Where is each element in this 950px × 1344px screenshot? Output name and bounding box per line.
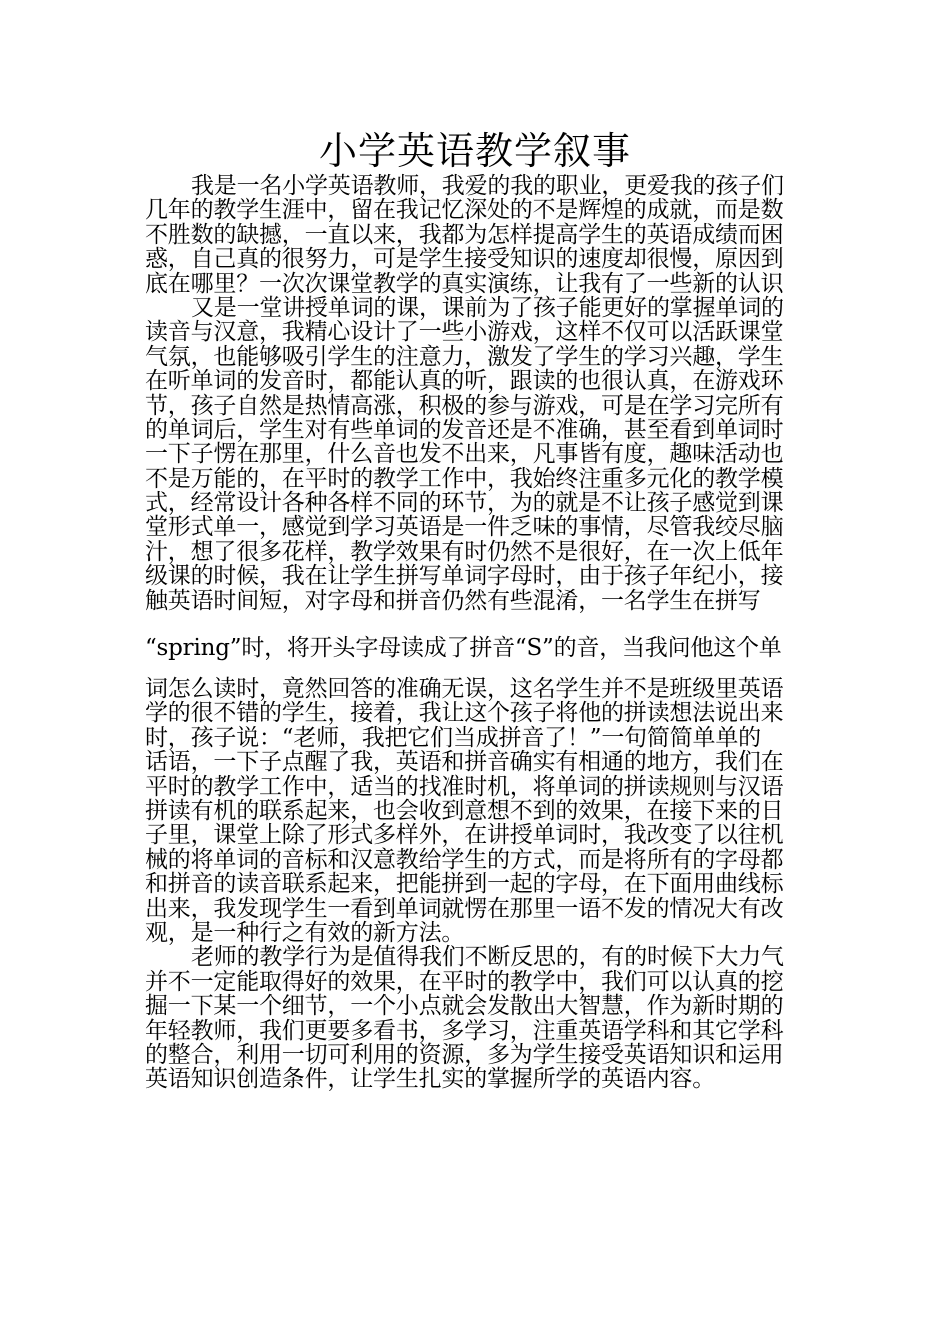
text-line: 的整合，利用一切可利用的资源，多为学生接受英语知识和运用 [145, 1041, 784, 1068]
text-line: 观，是一种行之有效的新方法。 [145, 919, 465, 946]
text-line: 学的很不错的学生，接着，我让这个孩子将他的拼读想法说出来 [145, 700, 784, 727]
text-line: 触英语时间短，对字母和拼音仍然有些混淆，一名学生在拼写 [145, 587, 761, 614]
text-line: 老师的教学行为是值得我们不断反思的，有的时候下大力气 [191, 944, 784, 971]
text-line: 年轻教师，我们更要多看书，多学习，注重英语学科和其它学科 [145, 1017, 784, 1044]
page-title: 小学英语教学叙事 [318, 129, 631, 173]
text-line: 平时的教学工作中，适当的找准时机，将单词的拼读规则与汉语 [145, 773, 784, 800]
text-line: 气氛，也能够吸引学生的注意力，激发了学生的学习兴趣，学生 [145, 343, 784, 370]
text-line: 械的将单词的音标和汉意教给学生的方式，而是将所有的字母都 [145, 846, 784, 873]
text-line: 词怎么读时，竟然回答的准确无误，这名学生并不是班级里英语 [145, 676, 784, 703]
text-line: 的单词后，学生对有些单词的发音还是不准确，甚至看到单词时 [145, 416, 784, 443]
text-line: “spring”时，将开头字母读成了拼音“S”的音，当我问他这个单 [145, 635, 782, 662]
text-line: 时，孩子说：“老师，我把它们当成拼音了！”一句简简单单的 [145, 724, 761, 751]
text-line: 节，孩子自然是热情高涨，积极的参与游戏，可是在学习完所有 [145, 392, 784, 419]
text-line: 英语知识创造条件，让学生扎实的掌握所学的英语内容。 [145, 1066, 716, 1093]
text-line: 不是万能的，在平时的教学工作中，我始终注重多元化的教学模 [145, 465, 784, 492]
text-line: 在听单词的发音时，都能认真的听，跟读的也很认真，在游戏环 [145, 368, 784, 395]
text-line: 堂形式单一，感觉到学习英语是一件乏味的事情，尽管我绞尽脑 [145, 514, 784, 541]
text-line: 式，经常设计各种各样不同的环节，为的就是不让孩子感觉到课 [145, 490, 784, 517]
text-line: 拼读有机的联系起来，也会收到意想不到的效果，在接下来的日 [145, 797, 784, 824]
text-line: 读音与汉意，我精心设计了一些小游戏，这样不仅可以活跃课堂 [145, 319, 784, 346]
text-line: 几年的教学生涯中，留在我记忆深处的不是辉煌的成就，而是数 [145, 197, 784, 224]
text-line: 底在哪里？一次次课堂教学的真实演练，让我有了一些新的认识 [145, 270, 784, 297]
text-line: 不胜数的缺撼，一直以来，我都为怎样提高学生的英语成绩而困 [145, 221, 784, 248]
text-line: 我是一名小学英语教师，我爱的我的职业，更爱我的孩子们 [191, 173, 784, 199]
text-line: 话语，一下子点醒了我，英语和拼音确实有相通的地方，我们在 [145, 749, 784, 776]
body-text [145, 174, 805, 1092]
text-line: 惑，自己真的很努力，可是学生接受知识的速度却很慢，原因到 [145, 246, 784, 273]
text-line: 子里，课堂上除了形式多样外，在讲授单词时，我改变了以往机 [145, 822, 784, 849]
text-line: 和拼音的读音联系起来，把能拼到一起的字母，在下面用曲线标 [145, 871, 784, 898]
text-line: 一下子愣在那里，什么音也发不出来，凡事皆有度，趣味活动也 [145, 441, 784, 468]
text-line: 又是一堂讲授单词的课，课前为了孩子能更好的掌握单词的 [191, 294, 784, 321]
text-line: 并不一定能取得好的效果，在平时的教学中，我们可以认真的挖 [145, 968, 784, 995]
text-line: 汁，想了很多花样，教学效果有时仍然不是很好，在一次上低年 [145, 538, 784, 565]
text-line: 级课的时候，我在让学生拼写单词字母时，由于孩子年纪小，接 [145, 563, 784, 590]
text-line: 出来，我发现学生一看到单词就愣在那里一语不发的情况大有改 [145, 895, 784, 922]
text-line: 掘一下某一个细节，一个小点就会发散出大智慧，作为新时期的 [145, 993, 784, 1020]
